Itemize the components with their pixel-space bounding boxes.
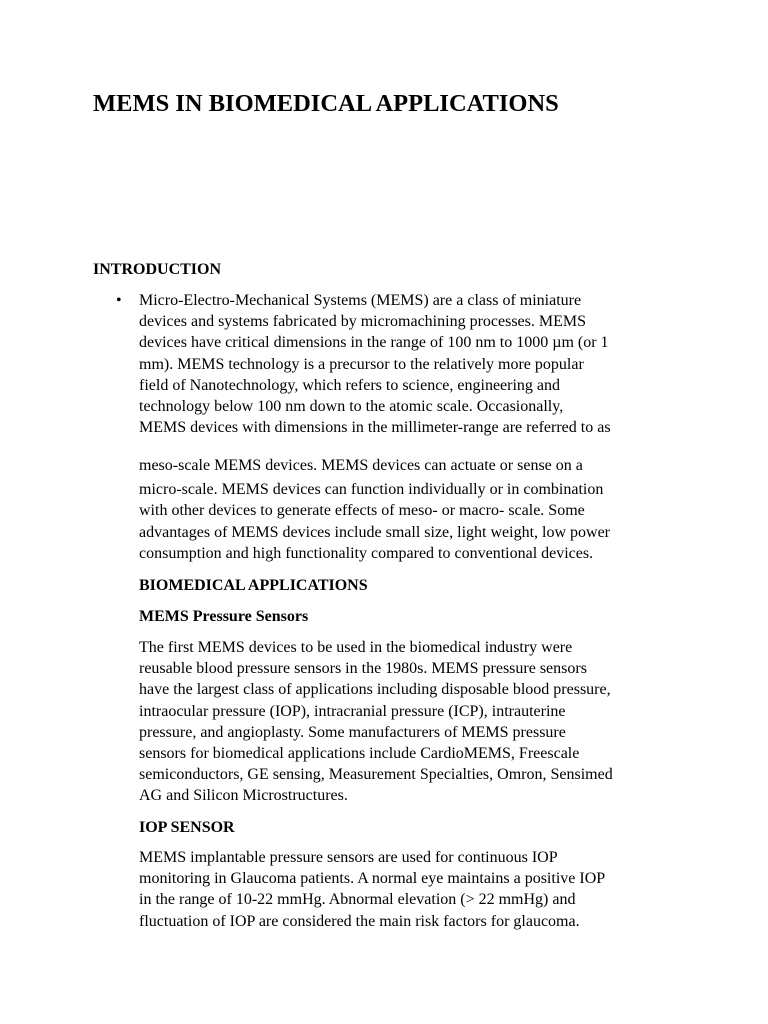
iop-sensor-paragraph	[139, 847, 605, 932]
document-title: MEMS IN BIOMEDICAL APPLICATIONS	[93, 90, 559, 117]
pressure-sensors-heading: MEMS Pressure Sensors	[139, 608, 309, 625]
text-line: AG and Silicon Microstructures.	[139, 787, 348, 805]
text-line: The first MEMS devices to be used in the biomedical industry were	[139, 639, 573, 656]
text-line: consumption and high functionality compared to conventional devices.	[139, 544, 594, 562]
biomedical-applications-heading: BIOMEDICAL APPLICATIONS	[139, 577, 368, 594]
text-line: mm). MEMS technology is a precursor to the relatively more popular	[139, 355, 584, 373]
text-line: pressure, and angioplasty. Some manufacturers of MEMS pressure	[139, 723, 566, 741]
text-line: sensors for biomedical applications include CardioMEMS, Freescale	[139, 745, 580, 763]
text-line: technology below 100 nm down to the atomic scale. Occasionally,	[139, 398, 564, 416]
text-line: semiconductors, GE sensing, Measurement Specialties, Omron, Sensimed	[139, 766, 613, 784]
text-line: devices have critical dimensions in the range of 100 nm to 1000 µm (or 1	[139, 334, 609, 352]
introduction-paragraph-part1	[139, 290, 611, 438]
text-line: monitoring in Glaucoma patients. A normal eye maintains a positive IOP	[139, 870, 606, 888]
text-line: field of Nanotechnology, which refers to science, engineering and	[139, 376, 561, 394]
text-line: in the range of 10-22 mmHg. Abnormal elevation (> 22 mmHg) and	[139, 891, 576, 909]
text-line: MEMS devices with dimensions in the millimeter-range are referred to as	[139, 419, 611, 437]
text-line: intraocular pressure (IOP), intracranial pressure (ICP), intrauterine	[139, 702, 566, 720]
text-line: meso-scale MEMS devices. MEMS devices can actuate or sense on a	[139, 457, 583, 474]
text-line: have the largest class of applications including disposable blood pressure,	[139, 681, 611, 699]
text-line: reusable blood pressure sensors in the 1980s. MEMS pressure sensors	[139, 660, 587, 678]
iop-sensor-heading: IOP SENSOR	[139, 819, 235, 836]
text-line: advantages of MEMS devices include small size, light weight, low power	[139, 523, 611, 541]
introduction-heading: INTRODUCTION	[93, 261, 222, 278]
text-line: devices and systems fabricated by micromachining processes. MEMS	[139, 313, 586, 331]
text-line: fluctuation of IOP are considered the main risk factors for glaucoma.	[139, 912, 580, 930]
pressure-sensors-paragraph	[139, 637, 613, 807]
text-line: Micro-Electro-Mechanical Systems (MEMS) are a class of miniature	[139, 292, 582, 309]
text-line: with other devices to generate effects of meso- or macro- scale. Some	[139, 502, 585, 520]
introduction-paragraph-part2	[139, 455, 610, 564]
bullet-point: •	[116, 292, 122, 309]
text-line: MEMS implantable pressure sensors are used for continuous IOP	[139, 849, 558, 866]
text-line: micro-scale. MEMS devices can function individually or in combination	[139, 481, 604, 499]
